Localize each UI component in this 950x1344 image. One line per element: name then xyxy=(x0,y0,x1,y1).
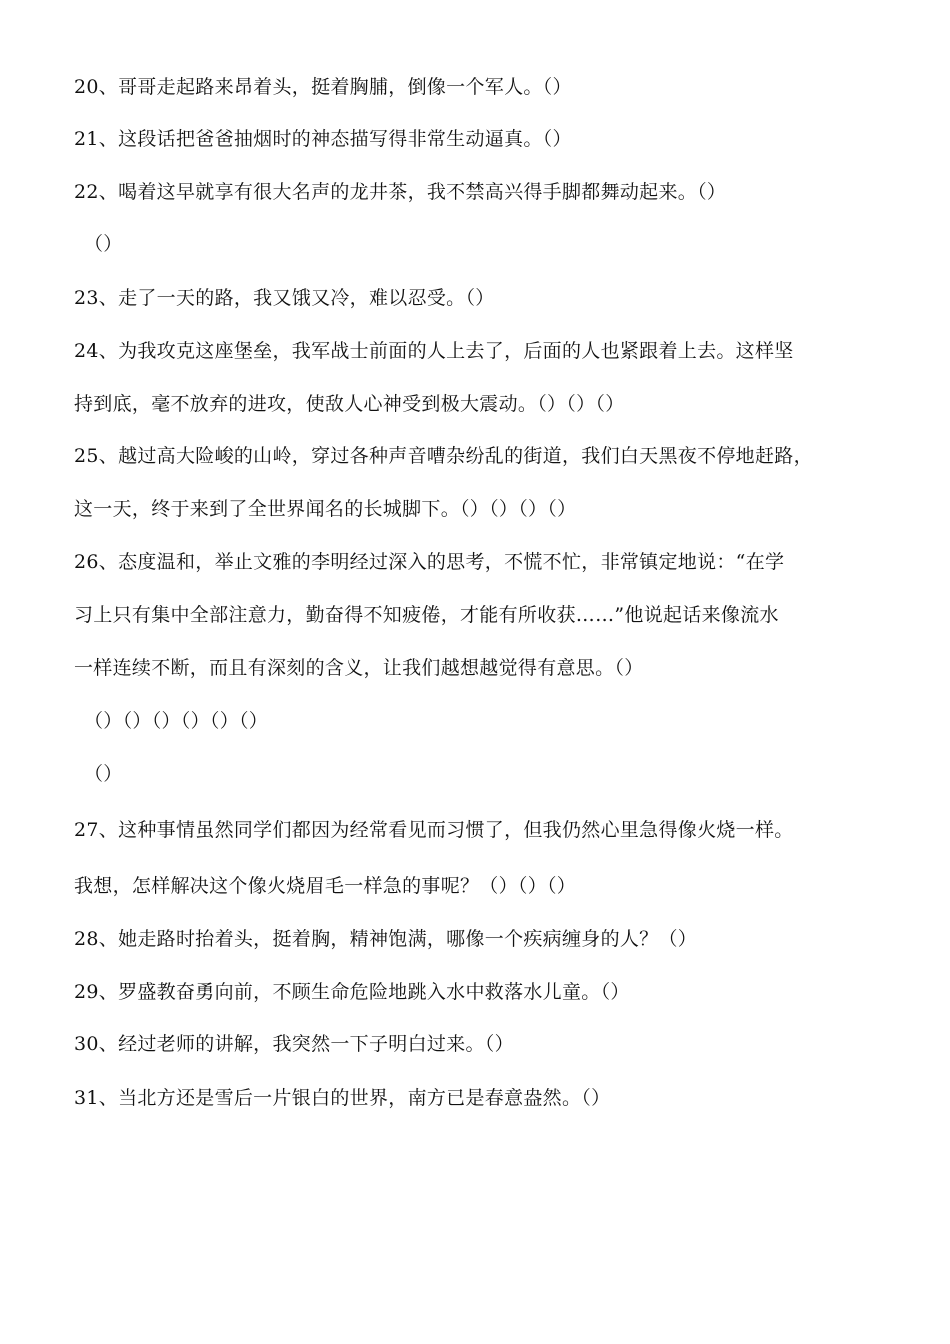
answer-blank-line: （） xyxy=(84,233,123,255)
question-24-line-1: 24、为我攻克这座堡垒，我军战士前面的人上去了，后面的人也紧跟着上去。这样坚 xyxy=(74,340,794,362)
question-28: 28、她走路时抬着头，挺着胸，精神饱满，哪像一个疾病缠身的人？（） xyxy=(74,928,698,950)
question-31: 31、当北方还是雪后一片银白的世界，南方已是春意盎然。（） xyxy=(74,1087,611,1109)
question-26-line-3: 一样连续不断，而且有深刻的含义，让我们越想越觉得有意思。（） xyxy=(74,657,644,679)
question-25-line-1: 25、越过高大险峻的山岭，穿过各种声音嘈杂纷乱的街道，我们白天黑夜不停地赶路， xyxy=(74,445,813,467)
question-29: 29、罗盛教奋勇向前，不顾生命危险地跳入水中救落水儿童。（） xyxy=(74,981,630,1003)
question-25-line-2: 这一天，终于来到了全世界闻名的长城脚下。（）（）（）（） xyxy=(74,498,577,520)
question-30: 30、经过老师的讲解，我突然一下子明白过来。（） xyxy=(74,1033,514,1055)
question-21: 21、这段话把爸爸抽烟时的神态描写得非常生动逼真。（） xyxy=(74,128,572,150)
question-27-line-2: 我想，怎样解决这个像火烧眉毛一样急的事呢？（）（）（） xyxy=(74,875,577,897)
question-26-line-1: 26、态度温和，举止文雅的李明经过深入的思考，不慌不忙，非常镇定地说：“在学 xyxy=(74,551,785,573)
question-23: 23、走了一天的路，我又饿又冷，难以忍受。（） xyxy=(74,287,495,309)
question-22: 22、喝着这早就享有很大名声的龙井茶，我不禁高兴得手脚都舞动起来。（） xyxy=(74,181,727,203)
question-26-line-2: 习上只有集中全部注意力，勤奋得不知疲倦，才能有所收获……”他说起话来像流水 xyxy=(74,604,779,626)
question-20: 20、哥哥走起路来昂着头，挺着胸脯，倒像一个军人。（） xyxy=(74,76,572,98)
answer-blank-line: （） xyxy=(84,763,123,785)
question-27-line-1: 27、这种事情虽然同学们都因为经常看见而习惯了，但我仍然心里急得像火烧一样。 xyxy=(74,819,794,841)
answer-blank-line: （）（）（）（）（）（） xyxy=(84,710,269,732)
question-24-line-2: 持到底，毫不放弃的进攻，使敌人心神受到极大震动。（）（）（） xyxy=(74,393,625,415)
